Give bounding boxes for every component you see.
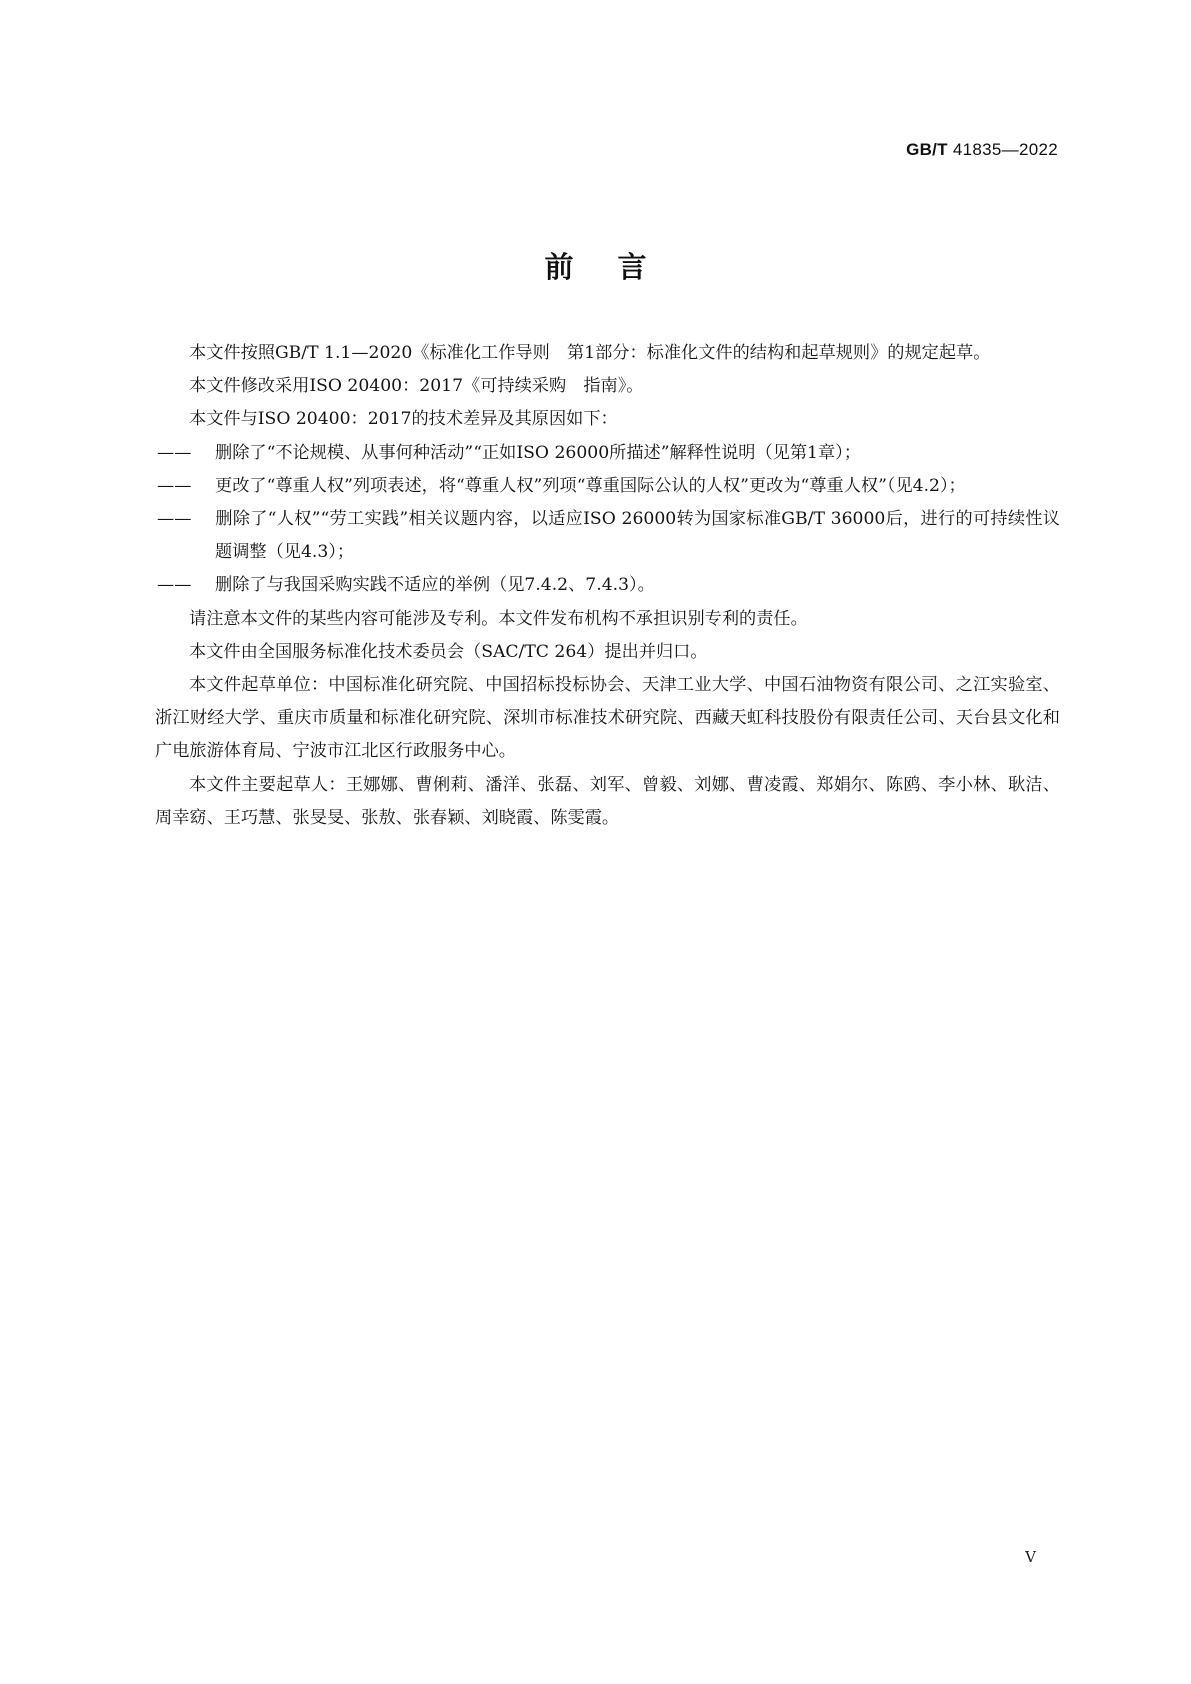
difference-item (155, 569, 1060, 602)
standard-prefix: GB/T (906, 140, 948, 159)
difference-item (155, 503, 1060, 569)
difference-text: 删除了与我国采购实践不适应的举例（见7.4.2、7.4.3）。 (215, 575, 655, 596)
dash-marker: —— (157, 475, 192, 496)
difference-item (155, 470, 1060, 503)
paragraph-proposer: 本文件由全国服务标准化技术委员会（SAC/TC 264）提出并归口。 (189, 641, 708, 662)
paragraph-drafting-units: 本文件起草单位：中国标准化研究院、中国招标投标协会、天津工业大学、中国石油物资有限公司、之江实验室、浙江财经大学、重庆市质量和标准化研究院、深圳市标准技术研究院、西藏天虹科技股份有限责任公司、天台县文化和广电旅游体育局、宁波市江北区行政服务中心。 (155, 675, 1060, 762)
difference-text: 删除了“不论规模、从事何种活动”“正如ISO 26000所描述”解释性说明（见第1章）； (215, 442, 861, 463)
dash-marker: —— (157, 509, 192, 530)
dash-marker: —— (157, 442, 192, 463)
standard-code-header (906, 140, 1058, 160)
paragraph-patent-notice: 请注意本文件的某些内容可能涉及专利。本文件发布机构不承担识别专利的责任。 (189, 608, 808, 629)
paragraph-adoption: 本文件修改采用ISO 20400：2017《可持续采购 指南》。 (189, 376, 644, 397)
dash-marker: —— (157, 575, 192, 596)
difference-text: 删除了“人权”“劳工实践”相关议题内容，以适应ISO 26000转为国家标准GB/T 36000后，进行的可持续性议题调整（见4.3）； (215, 509, 1060, 563)
foreword-body (155, 337, 1060, 835)
paragraph-drafters: 本文件主要起草人：王娜娜、曹俐莉、潘洋、张磊、刘军、曾毅、刘娜、曹凌霞、郑娟尔、陈鸥、李小林、耿洁、周幸窈、王巧慧、张旻旻、张敖、张春颖、刘晓霞、陈雯霞。 (155, 774, 1060, 828)
standard-number: 41835—2022 (952, 140, 1058, 159)
difference-text: 更改了“尊重人权”列项表述，将“尊重人权”列项“尊重国际公认的人权”更改为“尊重人权”（见4.2）； (215, 475, 966, 496)
paragraph-drafting-rules: 本文件按照GB/T 1.1—2020《标准化工作导则 第1部分：标准化文件的结构和起草规则》的规定起草。 (189, 343, 991, 363)
page-number: Ⅴ (1025, 1548, 1036, 1566)
page-title: 前言 (544, 250, 691, 284)
difference-item (155, 437, 1060, 470)
paragraph-differences-intro: 本文件与ISO 20400：2017的技术差异及其原因如下： (189, 409, 618, 430)
